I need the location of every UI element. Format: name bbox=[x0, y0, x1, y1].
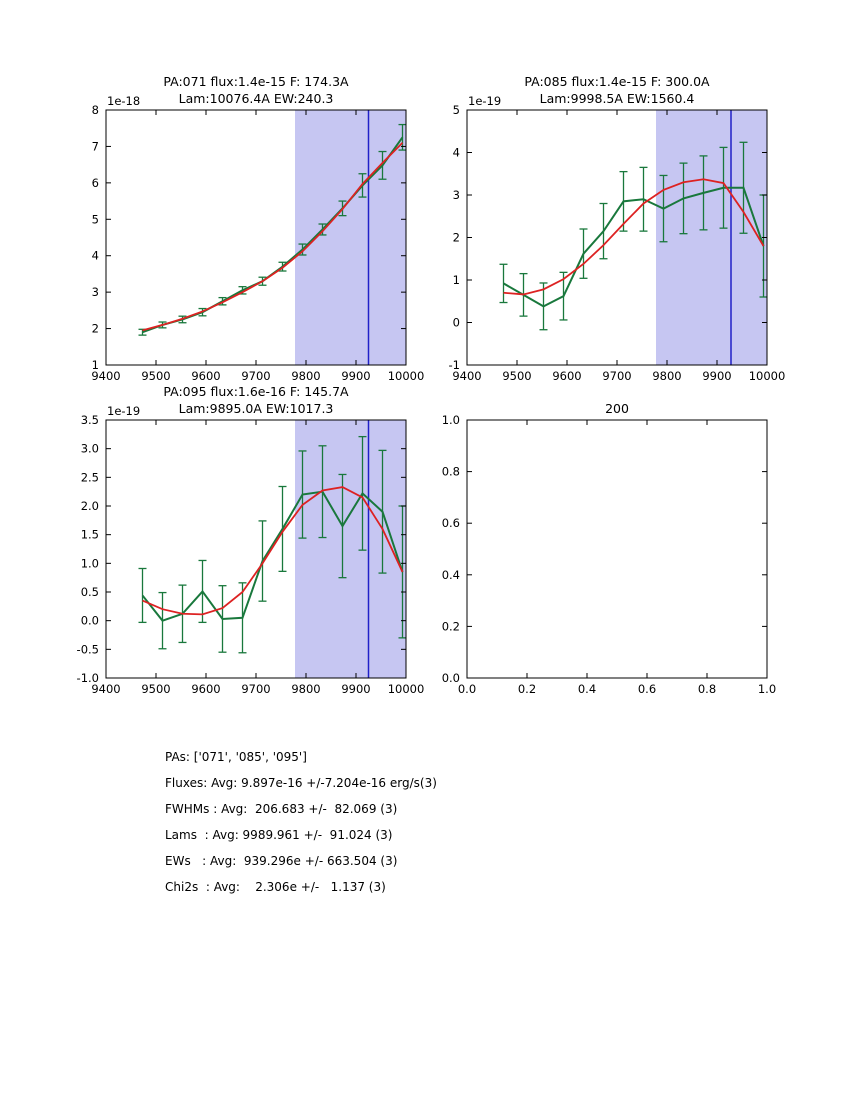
svg-text:9900: 9900 bbox=[341, 682, 371, 696]
svg-text:9500: 9500 bbox=[141, 682, 171, 696]
svg-text:10000: 10000 bbox=[387, 369, 425, 383]
svg-text:9700: 9700 bbox=[241, 682, 271, 696]
plot-title-line2: Lam:9895.0A EW:1017.3 bbox=[178, 401, 334, 416]
y-axis-offset-label: 1e-19 bbox=[468, 94, 502, 108]
svg-text:0.8: 0.8 bbox=[697, 682, 717, 696]
svg-text:3: 3 bbox=[452, 188, 460, 202]
svg-text:0.2: 0.2 bbox=[517, 682, 537, 696]
svg-text:1.0: 1.0 bbox=[757, 682, 777, 696]
svg-text:0.4: 0.4 bbox=[441, 567, 460, 582]
svg-text:0.6: 0.6 bbox=[637, 682, 657, 696]
svg-text:2: 2 bbox=[91, 321, 99, 336]
summary-line-chi2s: Chi2s : Avg: 2.306e +/- 1.137 (3) bbox=[165, 880, 386, 894]
svg-text:9800: 9800 bbox=[291, 682, 321, 696]
svg-text:3.5: 3.5 bbox=[80, 413, 99, 427]
svg-text:0.0: 0.0 bbox=[457, 682, 477, 696]
svg-text:4: 4 bbox=[91, 248, 99, 263]
plot-pa085 bbox=[448, 74, 786, 383]
svg-text:10000: 10000 bbox=[387, 682, 425, 696]
plot-title-line1: PA:095 flux:1.6e-16 F: 145.7A bbox=[163, 384, 349, 399]
summary-text bbox=[165, 744, 437, 900]
svg-text:9700: 9700 bbox=[241, 369, 271, 383]
summary-line-lams: Lams : Avg: 9989.961 +/- 91.024 (3) bbox=[165, 828, 393, 842]
svg-text:6: 6 bbox=[91, 175, 99, 190]
svg-text:1.5: 1.5 bbox=[80, 527, 99, 542]
svg-text:-1.0: -1.0 bbox=[76, 671, 99, 685]
svg-text:9800: 9800 bbox=[291, 369, 321, 383]
svg-text:5: 5 bbox=[91, 212, 99, 227]
svg-text:3: 3 bbox=[91, 285, 99, 300]
svg-text:9900: 9900 bbox=[702, 369, 732, 383]
svg-text:9500: 9500 bbox=[502, 369, 532, 383]
plot-empty-panel-chart bbox=[407, 402, 785, 708]
plot-pa071-chart bbox=[46, 92, 424, 395]
plot-empty-panel bbox=[441, 401, 777, 696]
svg-text:0.0: 0.0 bbox=[80, 613, 99, 628]
svg-text:7: 7 bbox=[91, 139, 99, 154]
svg-text:0: 0 bbox=[452, 315, 460, 330]
svg-text:0.4: 0.4 bbox=[577, 682, 597, 696]
plot-pa095 bbox=[76, 384, 425, 696]
svg-text:2: 2 bbox=[452, 230, 460, 245]
y-axis-offset-label: 1e-18 bbox=[107, 94, 141, 108]
summary-line-ews: EWs : Avg: 939.296e +/- 663.504 (3) bbox=[165, 854, 398, 868]
svg-text:0.2: 0.2 bbox=[441, 619, 460, 634]
summary-line-pas: PAs: ['071', '085', '095'] bbox=[165, 750, 307, 764]
svg-text:10000: 10000 bbox=[748, 369, 786, 383]
svg-text:3.0: 3.0 bbox=[80, 441, 99, 456]
svg-text:9700: 9700 bbox=[602, 369, 632, 383]
svg-text:9900: 9900 bbox=[341, 369, 371, 383]
svg-text:1: 1 bbox=[452, 273, 460, 287]
svg-text:5: 5 bbox=[452, 103, 460, 117]
svg-text:9400: 9400 bbox=[91, 369, 121, 383]
svg-text:0.8: 0.8 bbox=[441, 464, 460, 479]
svg-text:4: 4 bbox=[452, 145, 460, 160]
plot-title-line1: PA:085 flux:1.4e-15 F: 300.0A bbox=[524, 74, 710, 89]
plot-title-line1: PA:071 flux:1.4e-15 F: 174.3A bbox=[163, 74, 349, 89]
svg-text:2.0: 2.0 bbox=[80, 499, 99, 513]
plot-pa071 bbox=[91, 74, 425, 383]
summary-line-fluxes: Fluxes: Avg: 9.897e-16 +/-7.204e-16 erg/s(3) bbox=[165, 776, 437, 790]
svg-text:9600: 9600 bbox=[191, 682, 221, 696]
y-axis-offset-label: 1e-19 bbox=[107, 404, 141, 418]
svg-text:1.0: 1.0 bbox=[80, 556, 99, 571]
svg-text:0.0: 0.0 bbox=[441, 671, 460, 685]
svg-text:9600: 9600 bbox=[552, 369, 582, 383]
plot-pa085-chart bbox=[407, 92, 785, 395]
plot-title-line2: Lam:10076.4A EW:240.3 bbox=[178, 91, 334, 106]
svg-text:2.5: 2.5 bbox=[80, 470, 99, 485]
svg-text:0.6: 0.6 bbox=[441, 516, 460, 531]
svg-text:-1: -1 bbox=[448, 358, 460, 372]
svg-text:9800: 9800 bbox=[652, 369, 682, 383]
svg-text:9400: 9400 bbox=[452, 369, 482, 383]
summary-line-fwhms: FWHMs : Avg: 206.683 +/- 82.069 (3) bbox=[165, 802, 398, 816]
plot-title-line2: Lam:9998.5A EW:1560.4 bbox=[539, 91, 695, 106]
svg-text:0.5: 0.5 bbox=[80, 585, 99, 599]
svg-text:1.0: 1.0 bbox=[441, 413, 460, 427]
svg-text:8: 8 bbox=[91, 103, 99, 117]
svg-text:9600: 9600 bbox=[191, 369, 221, 383]
plot-pa095-chart bbox=[46, 402, 424, 708]
svg-text:1: 1 bbox=[91, 358, 99, 372]
svg-text:9500: 9500 bbox=[141, 369, 171, 383]
plot-title-line1: 200 bbox=[605, 401, 629, 416]
svg-text:9400: 9400 bbox=[91, 682, 121, 696]
svg-text:-0.5: -0.5 bbox=[76, 642, 99, 657]
